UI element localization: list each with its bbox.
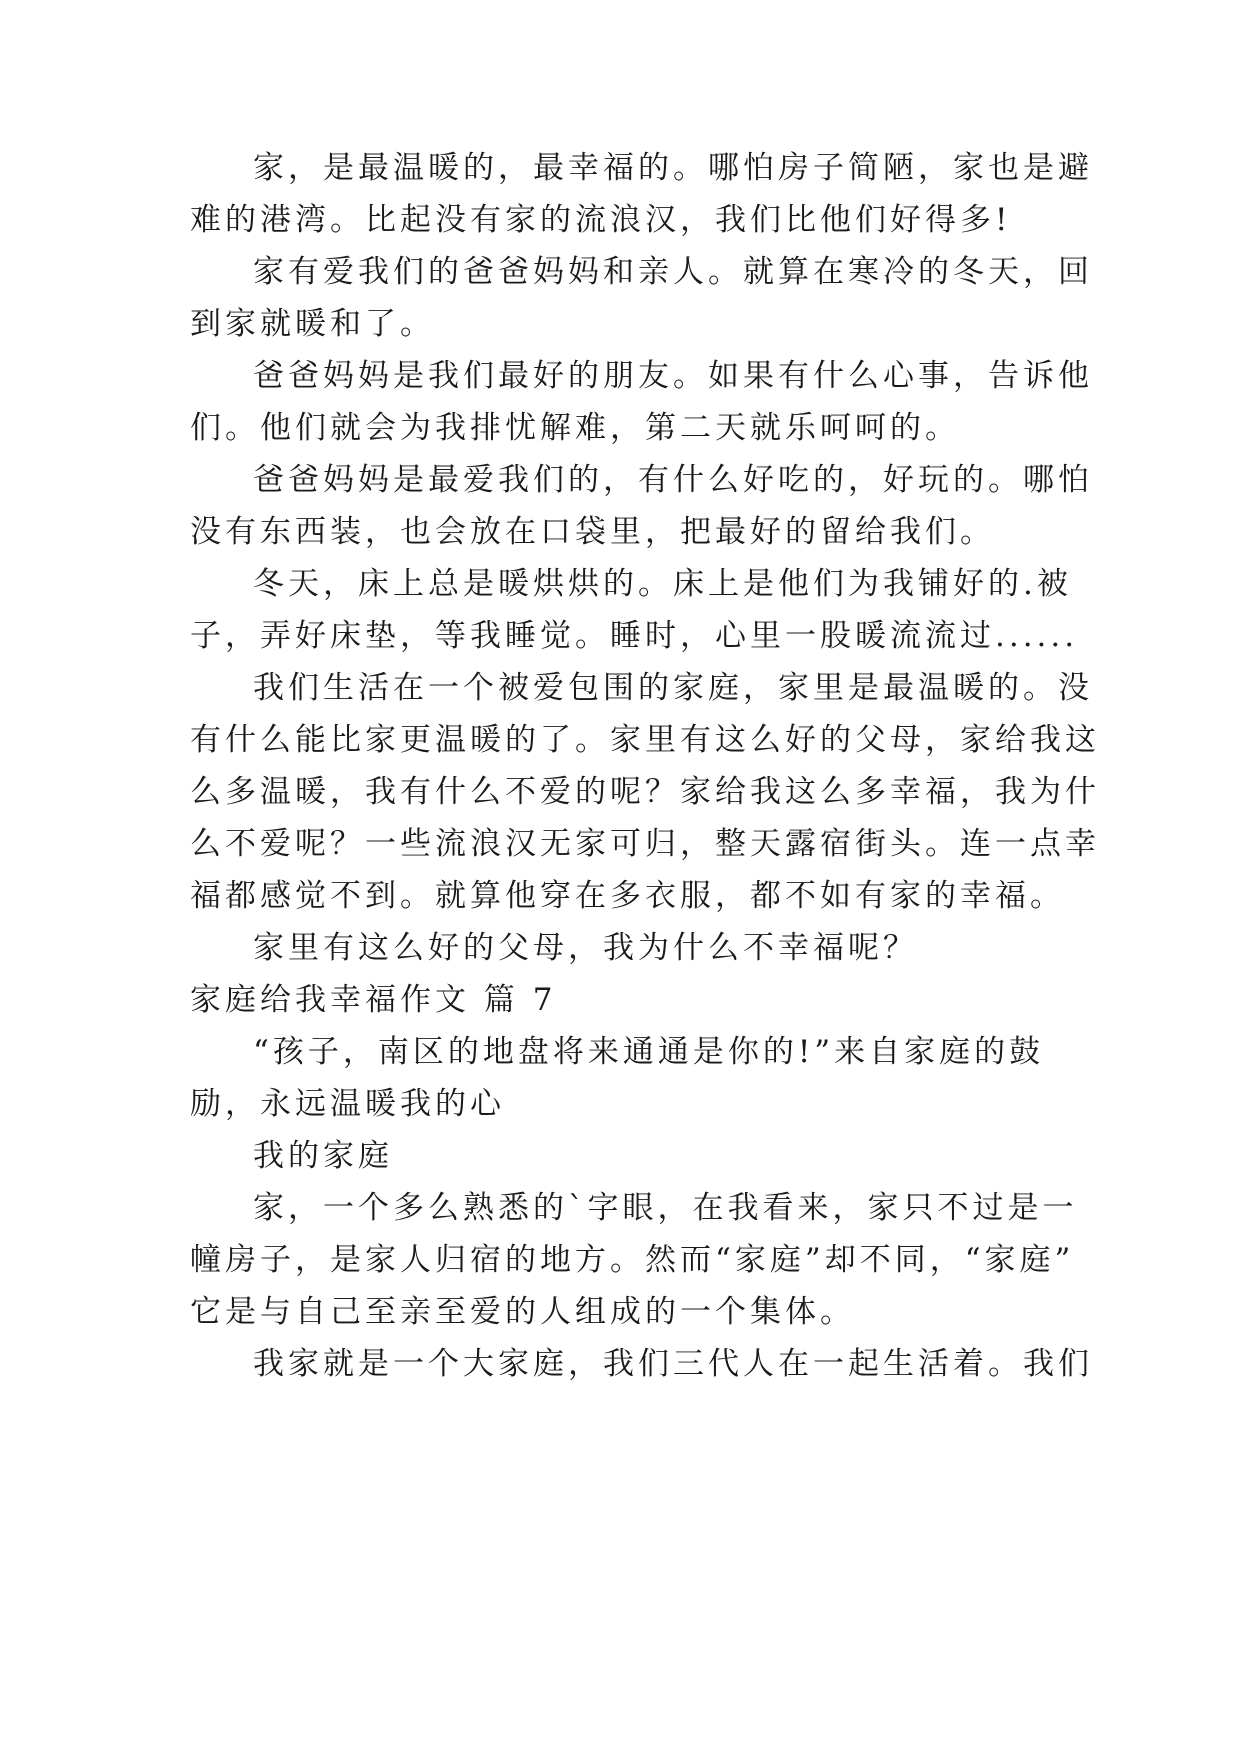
paragraph-line: 我家就是一个大家庭，我们三代人在一起生活着。我们 [253, 1346, 1093, 1382]
paragraph-line: 们。他们就会为我排忧解难，第二天就乐呵呵的。 [190, 410, 960, 446]
paragraph-line: 励，永远温暖我的心 [190, 1086, 505, 1122]
paragraph-line: 我们生活在一个被爱包围的家庭，家里是最温暖的。没 [253, 670, 1093, 706]
paragraph-line: 福都感觉不到。就算他穿在多衣服，都不如有家的幸福。 [190, 878, 1065, 914]
paragraph-line: 幢房子，是家人归宿的地方。然而“家庭”却不同，“家庭” [190, 1242, 1075, 1278]
section-heading: 家庭给我幸福作文 篇 7 [190, 982, 557, 1018]
paragraph-line: 爸爸妈妈是最爱我们的，有什么好吃的，好玩的。哪怕 [253, 462, 1093, 498]
paragraph-line: 家，是最温暖的，最幸福的。哪怕房子简陋，家也是避 [253, 150, 1093, 186]
paragraph-line: 爸爸妈妈是我们最好的朋友。如果有什么心事，告诉他 [253, 358, 1093, 394]
paragraph-line: 家，一个多么熟悉的`字眼，在我看来，家只不过是一 [253, 1190, 1078, 1226]
paragraph-line: 冬天，床上总是暖烘烘的。床上是他们为我铺好的.被 [253, 566, 1072, 602]
paragraph-line: 有什么能比家更温暖的了。家里有这么好的父母，家给我这 [190, 722, 1100, 758]
paragraph-line: 没有东西装，也会放在口袋里，把最好的留给我们。 [190, 514, 995, 550]
paragraph-line: 到家就暖和了。 [190, 306, 435, 342]
paragraph-line: 它是与自己至亲至爱的人组成的一个集体。 [190, 1294, 855, 1330]
subtitle-line: 我的家庭 [253, 1138, 393, 1174]
paragraph-line: “孩子，南区的地盘将来通通是你的!”来自家庭的鼓 [253, 1034, 1045, 1070]
paragraph-line: 么多温暖，我有什么不爱的呢？家给我这么多幸福，我为什 [190, 774, 1100, 810]
paragraph-line: 子，弄好床垫，等我睡觉。睡时，心里一股暖流流过...... [190, 618, 1079, 654]
paragraph-line: 家有爱我们的爸爸妈妈和亲人。就算在寒冷的冬天，回 [253, 254, 1093, 290]
paragraph-line: 难的港湾。比起没有家的流浪汉，我们比他们好得多! [190, 202, 1012, 238]
paragraph-line: 家里有这么好的父母，我为什么不幸福呢？ [253, 930, 918, 966]
paragraph-line: 么不爱呢？一些流浪汉无家可归，整天露宿街头。连一点幸 [190, 826, 1100, 862]
